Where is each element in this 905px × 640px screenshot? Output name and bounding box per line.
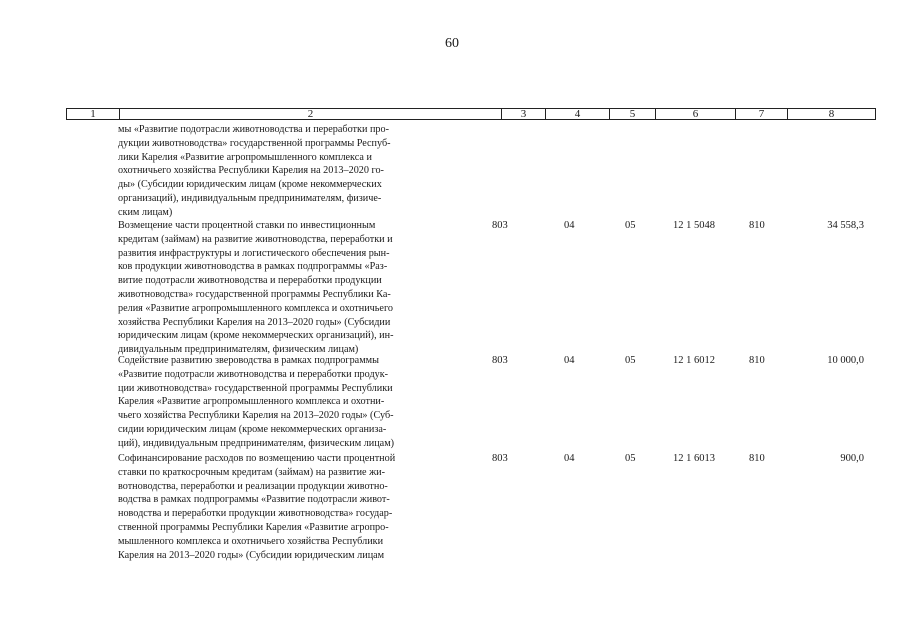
row-description: Софинансирование расходов по возмещению части процентной ставки по краткосрочным кредитам (займам) на развитие жи- вотноводства, переработки и реализации продукции животно- водства в рамках подпрограммы «Развитие подотрасли живот- новодства и переработки продукции животноводства» государ- ственной программы Республики Карелия «Развитие агропро- мышленного комплекса и охотничьего хозяйства Республики Карелия на 2013–2020 годы» (Субсидии юридическим лицам <box>118 453 396 561</box>
row-col-4: 04 <box>564 220 575 231</box>
row-col-3: 803 <box>492 453 508 464</box>
row-col-8: 10 000,0 <box>827 355 864 366</box>
row-col-5: 05 <box>625 355 636 366</box>
row-col-7: 810 <box>749 453 765 464</box>
row-description: Содействие развитию звероводства в рамках подпрограммы «Развитие подотрасли животноводства и переработки продук- ции животноводства» государственной программы Республики Карелия «Развитие агропромышленного комплекса и охотни- чьего хозяйства Республики Карелия на 2013–2020 годы» (Суб- сидии юридическим лицам (кроме некоммерческих организа- ций), индивидуальным предпринимателям, физическим лицам) <box>118 355 395 449</box>
header-col-4: 4 <box>545 109 609 119</box>
row-col-4: 04 <box>564 453 575 464</box>
row-col-3: 803 <box>492 355 508 366</box>
header-col-2: 2 <box>119 109 501 119</box>
row-description: мы «Развитие подотрасли животноводства и переработки про- дукции животноводства» государственной программы Респуб- лики Карелия «Развитие агропромышленного комплекса и охотничьего хозяйства Республики Карелия на 2013–2020 го- ды» (Субсидии юридическим лицам (кроме некоммерческих организаций), индивидуальным предпринимателям, физиче- ским лицам) <box>118 124 391 218</box>
row-col-3: 803 <box>492 220 508 231</box>
header-col-8: 8 <box>787 109 875 119</box>
row-col-8: 900,0 <box>840 453 864 464</box>
row-col-6: 12 1 5048 <box>673 220 715 231</box>
header-col-6: 6 <box>655 109 735 119</box>
row-col-6: 12 1 6013 <box>673 453 715 464</box>
row-col-5: 05 <box>625 220 636 231</box>
table-header-row <box>66 108 876 120</box>
row-col-7: 810 <box>749 220 765 231</box>
row-col-8: 34 558,3 <box>827 220 864 231</box>
row-col-7: 810 <box>749 355 765 366</box>
header-col-5: 5 <box>609 109 655 119</box>
row-description: Возмещение части процентной ставки по инвестиционным кредитам (займам) на развитие животноводства, переработки и развития инфраструктуры и логистического обеспечения рын- ков продукции животноводства в рамках подпрограммы «Раз- витие подотрасли животноводства и переработки продукции животноводства» государственной программы Республики Ка- релия «Развитие агропромышленного комплекса и охотничьего хозяйства Республики Карелия на 2013–2020 годы» (Субсидии юридическим лицам (кроме некоммерческих организаций), ин- дивидуальным предпринимателям, физическим лицам) <box>118 220 394 356</box>
header-col-1: 1 <box>90 108 96 120</box>
header-col-7: 7 <box>735 109 787 119</box>
row-col-4: 04 <box>564 355 575 366</box>
row-col-5: 05 <box>625 453 636 464</box>
page-number: 60 <box>445 36 459 51</box>
row-col-6: 12 1 6012 <box>673 355 715 366</box>
header-col-3: 3 <box>501 109 545 119</box>
